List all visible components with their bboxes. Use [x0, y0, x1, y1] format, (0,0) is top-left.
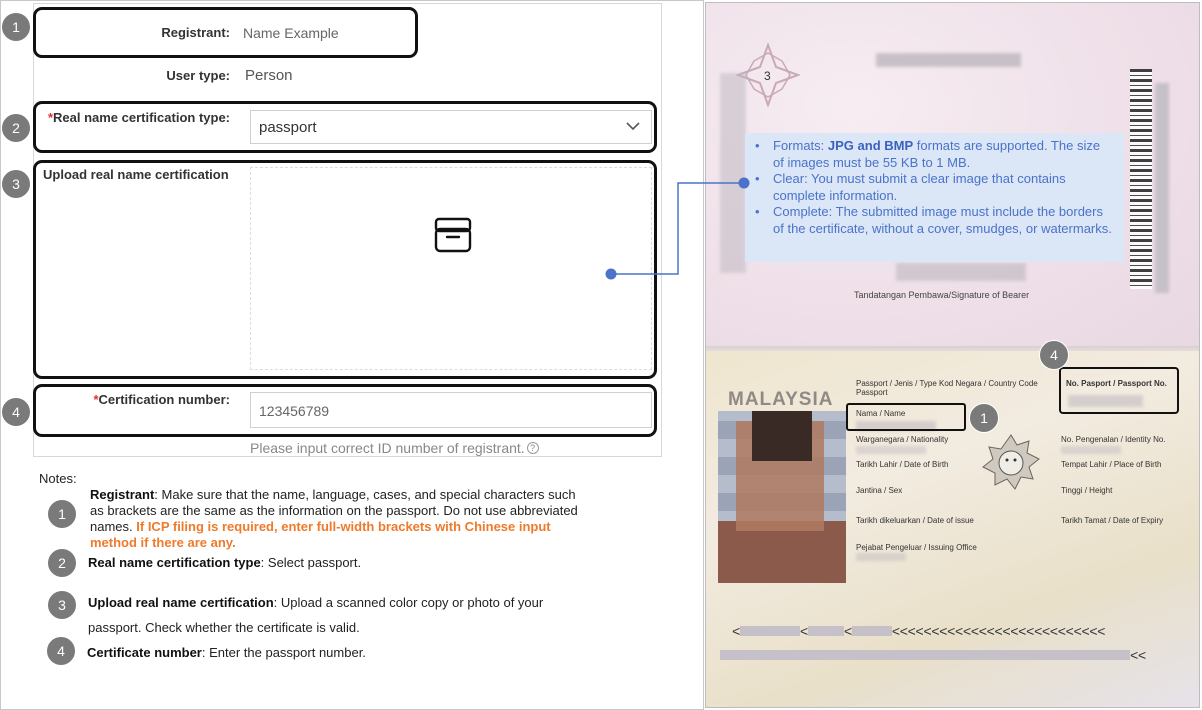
cert-number-value: 123456789	[259, 403, 330, 419]
tooltip-complete: • Complete: The submitted image must include the borders of the certificate, without a cover, smudges, or watermarks.	[773, 204, 1114, 237]
highlight-passport-number	[1059, 367, 1179, 414]
note-1-warning: If ICP filing is required, enter full-width brackets with Chinese input method if there are any.	[90, 519, 551, 550]
note-3	[88, 590, 588, 640]
page-number: 3	[764, 69, 771, 83]
mrz-1a: <	[732, 625, 740, 641]
passport-no-label: No. Pasport / Passport No.	[1066, 379, 1167, 388]
expiry-label: Tarikh Tamat / Date of Expiry	[1061, 516, 1164, 525]
height-label: Tinggi / Height	[1061, 486, 1113, 495]
country-name: MALAYSIA	[728, 389, 834, 410]
step-badge-1: 1	[1, 12, 31, 42]
passport-badge-1: 1	[969, 403, 999, 433]
mrz-1c: <	[843, 625, 852, 641]
nationality-label: Warganegara / Nationality	[856, 435, 949, 444]
note-badge-1: 1	[47, 499, 77, 529]
cert-number-label-text: Certification number:	[98, 392, 230, 407]
note-2-text: : Select passport.	[260, 555, 362, 570]
cert-number-label: *Certification number:	[93, 392, 230, 407]
step-badge-4: 4	[1, 397, 31, 427]
note-2	[88, 555, 588, 571]
portrait-photo	[718, 411, 846, 583]
passport-word: Passport	[856, 388, 888, 397]
note-badge-2: 2	[47, 548, 77, 578]
user-type-value: Person	[245, 67, 293, 84]
passport-badge-4: 4	[1039, 340, 1069, 370]
note-3-text-b: passport. Check whether the certificate is valid.	[88, 620, 360, 635]
hint-text: Please input correct ID number of registrant.	[250, 440, 525, 456]
redacted-fields-mid2	[856, 553, 906, 561]
step-badge-3: 3	[1, 169, 31, 199]
identity-label: No. Pengenalan / Identity No.	[1061, 435, 1166, 444]
name-label: Nama / Name	[856, 409, 906, 418]
tooltip-formats: • Formats: JPG and BMP formats are supported. The size of images must be 55 KB to 1 MB.	[773, 138, 1114, 171]
registrant-value: Name Example	[243, 25, 339, 41]
upload-dropzone[interactable]	[250, 167, 652, 370]
passport-sample-image	[705, 2, 1200, 708]
note-1-title: Registrant	[90, 487, 155, 502]
sex-label: Jantina / Sex	[856, 486, 903, 495]
tiger-emblem-icon	[981, 433, 1041, 493]
mrz-1d: <<<<<<<<<<<<<<<<<<<<<<<<<<<	[891, 625, 1106, 641]
note-badge-4: 4	[46, 636, 76, 666]
chevron-down-icon	[625, 117, 641, 133]
barcode	[1130, 69, 1152, 289]
note-4-text: : Enter the passport number.	[201, 645, 366, 660]
note-3-text-a: : Upload a scanned color copy or photo of your	[273, 595, 544, 610]
redacted-signature	[896, 263, 1026, 281]
redacted-left-strip	[720, 73, 746, 273]
redacted-header	[876, 53, 1021, 67]
cert-type-label: *Real name certification type:	[47, 110, 230, 125]
note-2-title: Real name certification type	[88, 555, 261, 570]
note-4	[87, 645, 587, 661]
cert-type-label-text: Real name certification type:	[53, 110, 230, 125]
type-labels: Passport / Jenis / Type Kod Negara / Country Code	[856, 379, 1038, 388]
mrz-line-2	[720, 649, 1146, 665]
office-label: Pejabat Pengeluar / Issuing Office	[856, 543, 977, 552]
redacted-fields-right	[1061, 446, 1121, 454]
cert-number-input[interactable]	[250, 392, 652, 428]
note-badge-3: 3	[47, 590, 77, 620]
upload-label: Upload real name certification	[43, 167, 229, 182]
note-1-text: : Make sure that the name, language, cases, and special characters such as brackets are the same as the information on the passport. Do not use abbreviated names.	[90, 487, 578, 534]
mrz-line-1	[718, 625, 1105, 641]
cert-number-hint	[250, 440, 539, 456]
question-icon[interactable]: ?	[527, 442, 539, 454]
upload-requirements-tooltip	[745, 133, 1124, 262]
step-badge-2: 2	[1, 113, 31, 143]
highlight-passport-name	[846, 403, 966, 431]
note-1	[90, 487, 585, 551]
user-type-label: User type:	[166, 68, 230, 83]
signature-label: Tandatangan Pembawa/Signature of Bearer	[854, 290, 1030, 300]
note-3-title: Upload real name certification	[88, 595, 274, 610]
cert-type-select[interactable]	[250, 110, 652, 144]
redacted-barcode-strip	[1155, 83, 1169, 293]
pob-label: Tempat Lahir / Place of Birth	[1061, 460, 1162, 469]
tooltip-clear: • Clear: You must submit a clear image that contains complete information.	[773, 171, 1114, 204]
dob-label: Tarikh Lahir / Date of Birth	[856, 460, 949, 469]
upload-box-icon	[431, 213, 475, 257]
issue-label: Tarikh dikeluarkan / Date of issue	[856, 516, 974, 525]
mrz-1b: <	[799, 625, 808, 641]
mrz-2: <<	[1130, 649, 1146, 665]
cert-type-value: passport	[259, 119, 317, 136]
redacted-fields-mid	[856, 446, 926, 454]
notes-title: Notes:	[39, 471, 77, 486]
registrant-label: Registrant:	[161, 25, 230, 40]
note-4-title: Certificate number	[87, 645, 202, 660]
